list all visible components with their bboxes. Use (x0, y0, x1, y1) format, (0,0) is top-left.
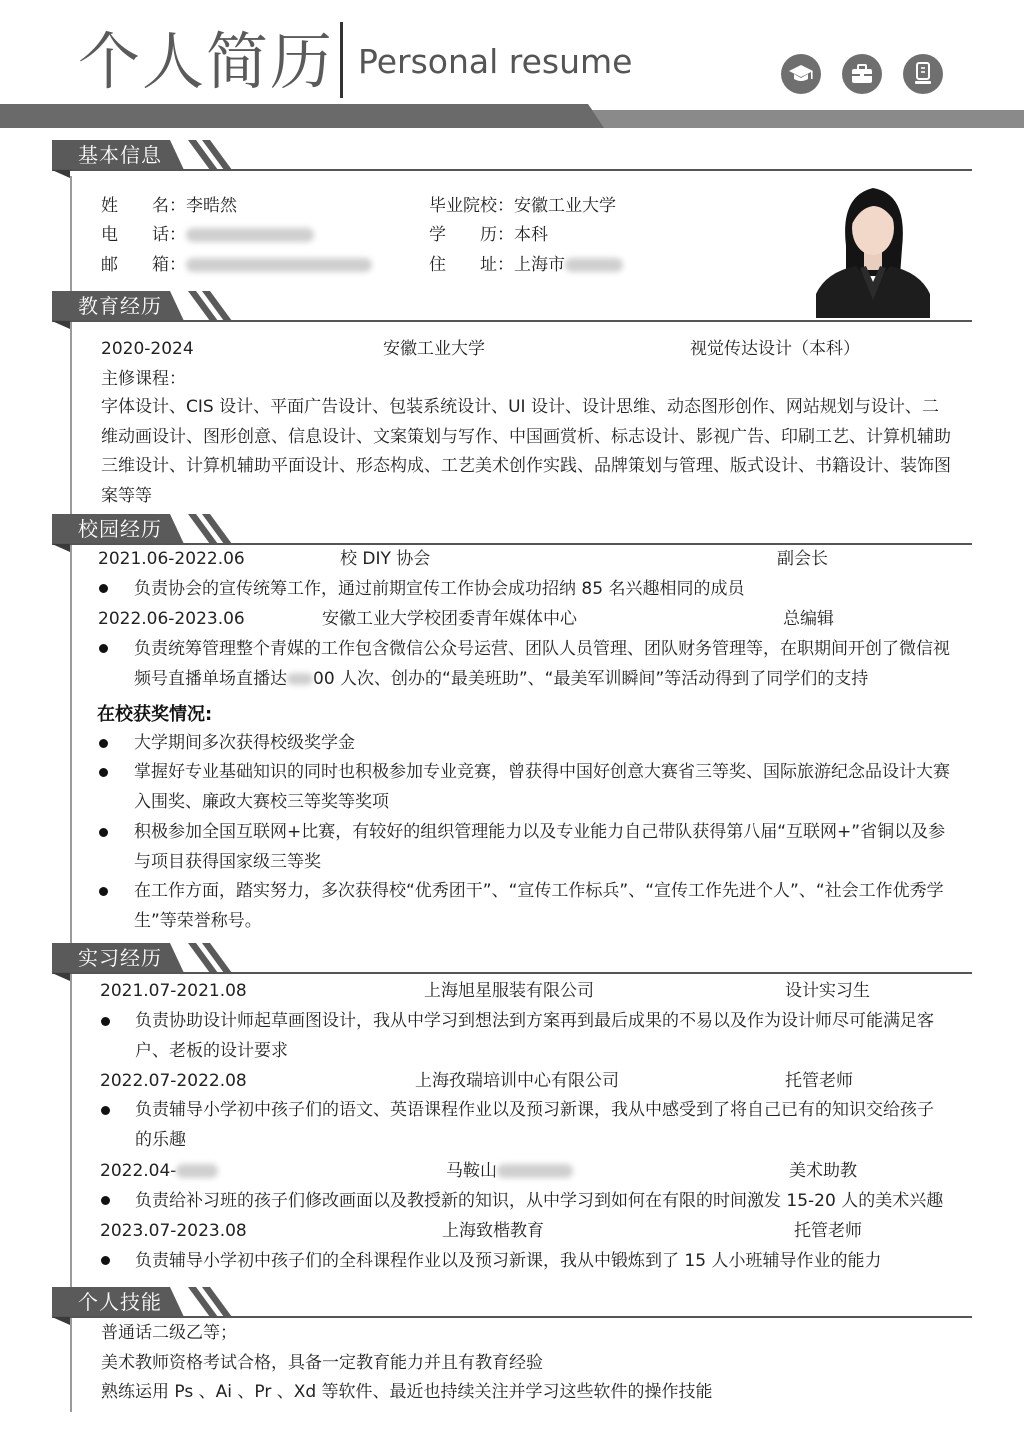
address-redacted (565, 258, 623, 272)
section-basic-title: 基本信息 (78, 143, 162, 167)
section-skills-title: 个人技能 (78, 1290, 162, 1314)
phone-redacted (186, 228, 314, 242)
section-skills-header (52, 1287, 972, 1321)
intern-period: 2023.07-2023.08 (100, 1221, 247, 1241)
address-label: 住 址： (429, 255, 514, 275)
bullet (101, 1196, 110, 1205)
bullet (101, 1256, 110, 1265)
skill-item: 熟练运用 Ps 、Ai 、Pr 、Xd 等软件、最近也持续关注并学习这些软件的操作技能 (101, 1382, 713, 1402)
intern-period: 2022.07-2022.08 (100, 1071, 247, 1091)
bullet (99, 584, 108, 593)
intern-desc: 负责辅导小学初中孩子们的全科课程作业以及预习新课，我从中锻炼到了 15 人小班辅导作业的能力 (135, 1251, 882, 1271)
intern-period (100, 1160, 218, 1182)
header-bar (0, 104, 605, 128)
section-internship-title: 实习经历 (78, 946, 162, 970)
email-redacted (186, 258, 372, 272)
section-internship-header (52, 943, 972, 977)
section-campus-title: 校园经历 (78, 517, 162, 541)
title-chinese: 个人简历 (78, 25, 335, 98)
intern-org: 上海致楷教育 (442, 1221, 544, 1241)
title-separator (340, 22, 343, 98)
period-redacted (176, 1164, 218, 1178)
intern-org: 上海孜瑞培训中心有限公司 (415, 1071, 619, 1091)
section-campus-header (52, 514, 972, 548)
skill-item: 普通话二级乙等； (101, 1323, 237, 1343)
bullet (99, 739, 108, 748)
address-value: 上海市 (514, 255, 565, 275)
intern-desc: 负责辅导小学初中孩子们的语文、英语课程作业以及预习新课，我从中感受到了将自己已有的知识交给孩子的乐趣 (135, 1100, 934, 1150)
intern-period: 2021.07-2021.08 (100, 981, 247, 1001)
bullet (101, 1017, 110, 1026)
intern-role: 设计实习生 (785, 981, 870, 1001)
campus-period: 2022.06-2023.06 (98, 609, 245, 629)
phone-label: 电 话： (101, 225, 186, 245)
education-period: 2020-2024 (101, 339, 194, 359)
campus-period: 2021.06-2022.06 (98, 549, 245, 569)
degree-value: 本科 (514, 225, 548, 245)
campus-desc (134, 635, 956, 694)
campus-role: 总编辑 (783, 609, 834, 629)
campus-desc: 负责协会的宣传统筹工作，通过前期宣传工作协会成功招纳 85 名兴趣相同的成员 (134, 579, 745, 599)
intern-org: 上海旭星服装有限公司 (424, 981, 594, 1001)
degree-label: 学 历： (429, 225, 514, 245)
phone-row (101, 224, 314, 246)
name-row (101, 195, 237, 217)
campus-desc-part-b: 00 人次、创办的“最美班助”、“最美军训瞬间”等活动得到了同学们的支持 (313, 668, 869, 689)
address-row (429, 254, 623, 276)
bullet (101, 1106, 110, 1115)
courses-label: 主修课程： (101, 369, 186, 389)
intern-desc: 负责给补习班的孩子们修改画面以及教授新的知识，从中学习到如何在有限的时间激发 15-20 人的美术兴趣 (135, 1191, 944, 1211)
school-label: 毕业院校： (429, 196, 514, 216)
count-redacted (287, 673, 313, 685)
name-label: 姓 名： (101, 196, 186, 216)
certificate-icon (903, 54, 943, 94)
education-school: 安徽工业大学 (383, 339, 485, 359)
graduation-cap-icon (781, 54, 821, 94)
intern-org-text: 马鞍山 (446, 1161, 497, 1181)
email-row (101, 254, 372, 276)
bullet (99, 644, 108, 653)
intern-desc: 负责协助设计师起草画图设计，我从中学习到想法到方案再到最后成果的不易以及作为设计师尽可能满足客户、老板的设计要求 (135, 1011, 934, 1061)
left-rule (70, 176, 72, 1412)
name-value: 李晧然 (186, 196, 237, 216)
bullet (99, 828, 108, 837)
degree-row (429, 224, 548, 246)
campus-org: 校 DIY 协会 (340, 549, 431, 569)
title-english: Personal resume (358, 42, 633, 81)
email-label: 邮 箱： (101, 255, 186, 275)
award-item: 积极参加全国互联网+比赛，有较好的组织管理能力以及专业能力自己带队获得第八届“互联网+”省铜以及参与项目获得国家级三等奖 (134, 822, 946, 872)
intern-role: 托管老师 (785, 1071, 853, 1091)
courses-text: 字体设计、CIS 设计、平面广告设计、包装系统设计、UI 设计、设计思维、动态图形创作、网站规划与设计、二维动画设计、图形创意、信息设计、文案策划与写作、中国画赏析、标志设计、影视广告、印刷工艺、计算机辅助三维设计、计算机辅助平面设计、形态构成、工艺美术创作实践、品牌策划与管理、版式设计、书籍设计、装饰图案等等 (101, 397, 951, 506)
campus-org: 安徽工业大学校团委青年媒体中心 (322, 609, 577, 629)
award-item: 在工作方面，踏实努力，多次获得校“优秀团干”、“宣传工作标兵”、“宣传工作先进个人”、“社会工作优秀学生”等荣誉称号。 (134, 881, 944, 931)
section-education-header (52, 291, 972, 325)
campus-desc-part-a: 负责统筹管理整个青媒的工作包含微信公众号运营、团队人员管理、团队财务管理等，在职期间开创了微信视频号直播单场直播达 (134, 639, 950, 689)
intern-org (446, 1160, 573, 1182)
section-education-title: 教育经历 (78, 294, 162, 318)
school-row (429, 195, 616, 217)
bullet (99, 768, 108, 777)
section-basic-header (52, 140, 972, 174)
intern-period-text: 2022.04- (100, 1161, 177, 1181)
school-value: 安徽工业大学 (514, 196, 616, 216)
org-redacted (497, 1164, 573, 1178)
award-item: 大学期间多次获得校级奖学金 (134, 733, 355, 753)
campus-role: 副会长 (777, 549, 828, 569)
intern-role: 美术助教 (789, 1161, 857, 1181)
briefcase-icon (842, 54, 882, 94)
award-item: 掌握好专业基础知识的同时也积极参加专业竞赛，曾获得中国好创意大赛省三等奖、国际旅游纪念品设计大赛入围奖、廉政大赛校三等奖等奖项 (134, 762, 950, 812)
education-major: 视觉传达设计（本科） (690, 339, 860, 359)
bullet (99, 887, 108, 896)
intern-role: 托管老师 (794, 1221, 862, 1241)
header-bar-accent (592, 110, 1024, 128)
awards-heading: 在校获奖情况: (97, 704, 213, 725)
skill-item: 美术教师资格考试合格，具备一定教育能力并且有教育经验 (101, 1353, 543, 1373)
